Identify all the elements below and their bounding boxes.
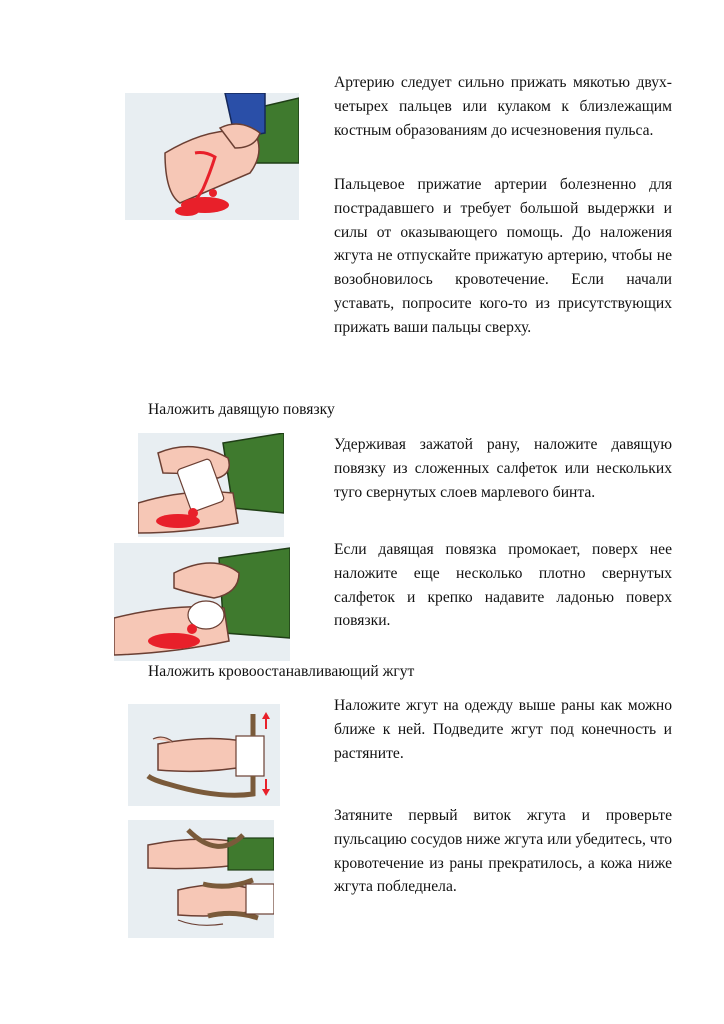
artery-paragraph-1: Артерию следует сильно прижать мякотью двух-четырех пальцев или кулаком к близлежащим костным образованиям до исчезновения пульса. [334, 74, 672, 139]
bandage-paragraph-2: Если давящая повязка промокает, поверх нее наложите еще несколько плотно свернутых салфеток и крепко надавите ладонью поверх повязки. [334, 541, 672, 630]
tourniquet-paragraph-1: Наложите жгут на одежду выше раны как можно ближе к ней. Подведите жгут под конечность и растяните. [334, 697, 672, 762]
tourniquet-paragraph-2: Затяните первый виток жгута и проверьте пульсацию сосудов ниже жгута или убедитесь, что кровотечение из раны прекратилось, а кожа ниже жгута побледнела. [334, 807, 673, 896]
bandage-paragraph-1: Удерживая зажатой рану, наложите давящую повязку из сложенных салфеток или нескольких туго свернутых слоев марлевого бинта. [334, 436, 672, 501]
tourniquet-stretch-illustration [128, 704, 280, 806]
bandage-press-illustration [114, 543, 290, 661]
artery-paragraph-2: Пальцевое прижатие артерии болезненно для пострадавшего и требует большой выдержки и силы от оказывающего помощь. До наложения жгута не отпускайте прижатую артерию, чтобы не возобновилось кровотечение. Если начали уставать, попросите кого-то из присутствующих прижать ваши пальцы сверху. [334, 176, 672, 336]
bandage-apply-illustration [138, 433, 284, 537]
bandage-heading: Наложить давящую повязку [148, 401, 335, 418]
tourniquet-tighten-illustration [128, 820, 274, 938]
tourniquet-heading: Наложить кровоостанавливающий жгут [148, 663, 415, 680]
artery-press-illustration [125, 93, 299, 220]
